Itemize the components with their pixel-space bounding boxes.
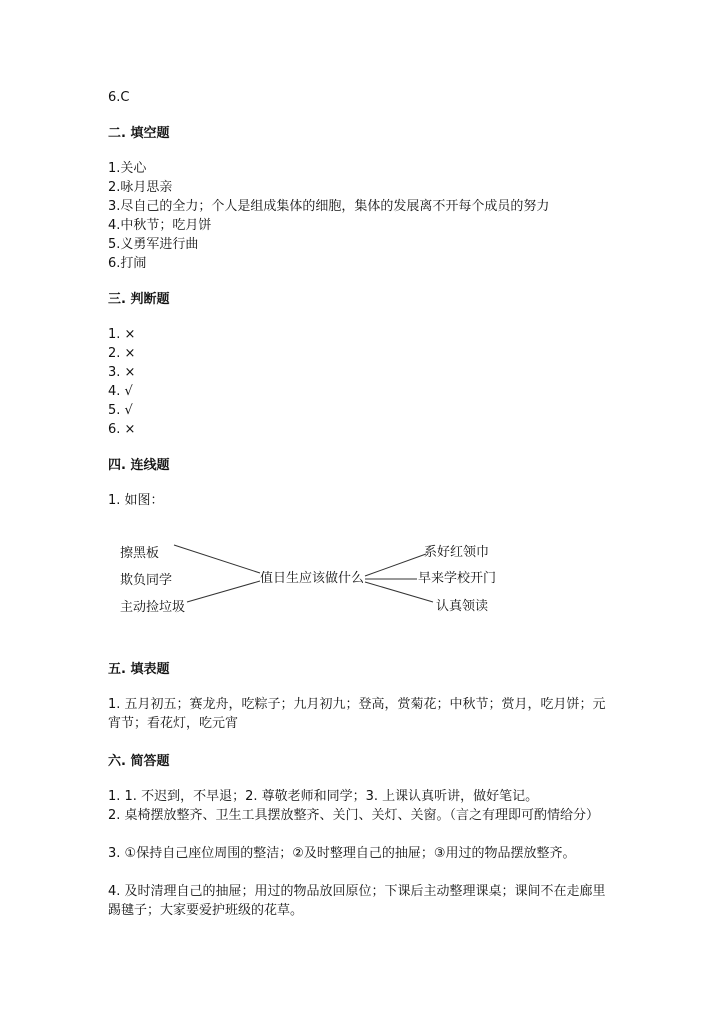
section-3-item: 2. × (108, 346, 136, 361)
right-item: 系好红领巾 (424, 545, 490, 560)
line-right-top (365, 554, 426, 576)
section-6-title: 六. 简答题 (108, 754, 170, 769)
section-2-item: 1.关心 (108, 161, 147, 176)
section-2-title: 二. 填空题 (108, 126, 170, 141)
right-item: 早来学校开门 (418, 571, 497, 586)
section-3-item: 6. × (108, 422, 136, 437)
section-3-item: 1. × (108, 327, 136, 342)
section-3-item: 5. √ (108, 403, 133, 418)
section-6-item: 4. 及时清理自己的抽屉；用过的物品放回原位；下课后主动整理课桌；课间不在走廊里踢毽子；大家要爱护班级的花草。 (108, 884, 606, 918)
section-4-title: 四. 连线题 (108, 458, 170, 473)
section-2-item: 2.咏月思亲 (108, 180, 173, 195)
left-item: 欺负同学 (120, 573, 173, 588)
section-2-item: 4.中秋节；吃月饼 (108, 218, 212, 233)
section-2-item: 6.打闹 (108, 256, 147, 271)
matching-diagram (108, 534, 528, 628)
section-2-item: 5.义勇军进行曲 (108, 237, 199, 252)
line-left-top (174, 545, 260, 573)
section-6-item: 3. ①保持自己座位周围的整洁；②及时整理自己的抽屉；③用过的物品摆放整齐。 (108, 846, 576, 861)
center-item: 值日生应该做什么 (260, 571, 365, 586)
section-5-title: 五. 填表题 (108, 662, 170, 677)
section-3-title: 三. 判断题 (108, 292, 170, 307)
section-2-item: 3.尽自己的全力；个人是组成集体的细胞，集体的发展离不开每个成员的努力 (108, 199, 550, 214)
section-6-item: 1. 1. 不迟到，不早退；2. 尊敬老师和同学；3. 上课认真听讲，做好笔记。 (108, 789, 539, 804)
line-left-bottom (187, 581, 260, 602)
answer-6c: 6.C (108, 90, 130, 105)
right-item: 认真领读 (436, 599, 489, 614)
section-3-item: 4. √ (108, 384, 133, 399)
left-item: 主动捡垃圾 (120, 600, 186, 615)
section-4-intro: 1. 如图： (108, 493, 164, 508)
section-5-text: 1. 五月初五；赛龙舟，吃粽子；九月初九；登高，赏菊花；中秋节；赏月，吃月饼；元宵节；看花灯，吃元宵 (108, 697, 606, 731)
section-3-item: 3. × (108, 365, 136, 380)
section-6-item: 2. 桌椅摆放整齐、卫生工具摆放整齐、关门、关灯、关窗。（言之有理即可酌情给分） (108, 808, 600, 823)
left-item: 擦黑板 (120, 546, 160, 561)
